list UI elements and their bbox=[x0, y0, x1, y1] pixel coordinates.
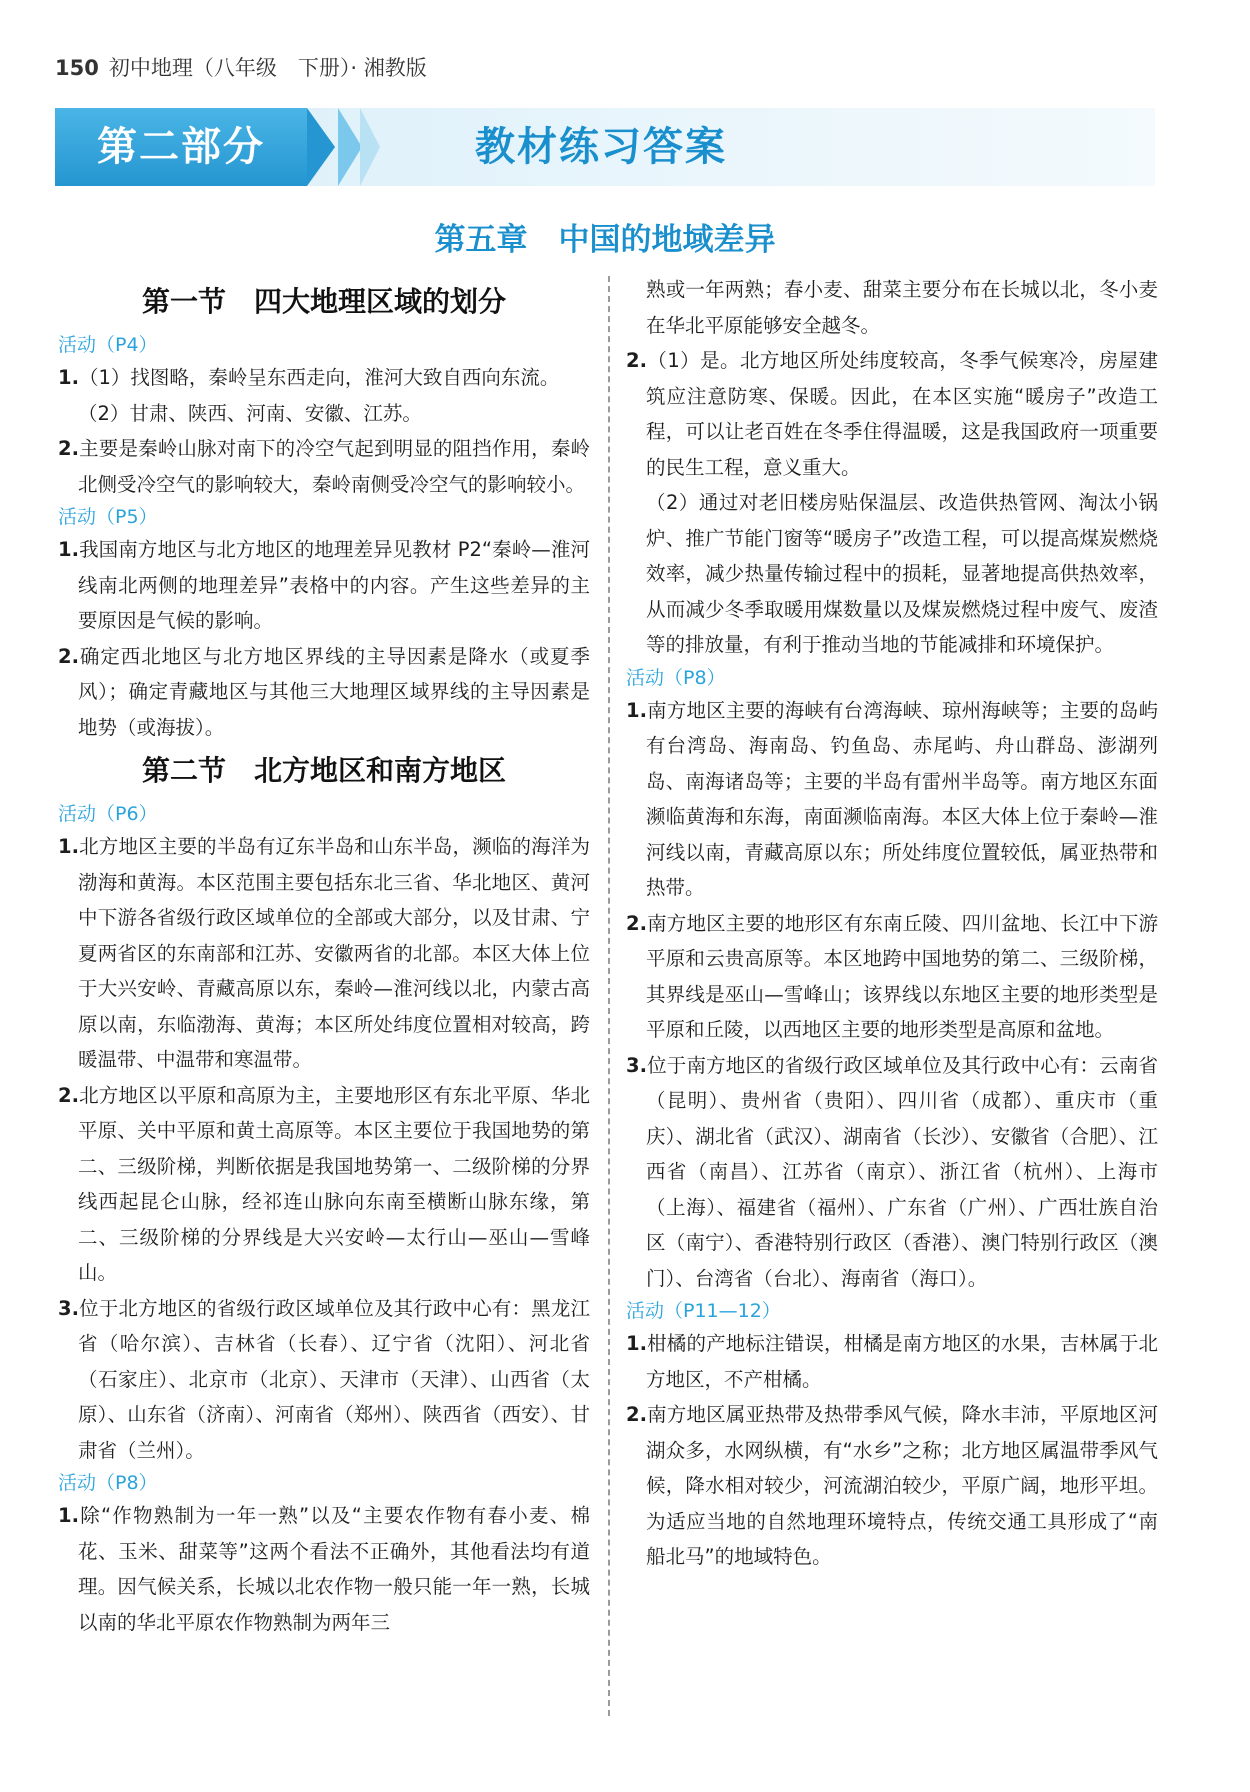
page-number: 150 bbox=[55, 56, 99, 80]
section-title: 第二节 北方地区和南方地区 bbox=[141, 754, 506, 787]
item-text: （1）找图略，秦岭呈东西走向，淮河大致自西向东流。 bbox=[78, 366, 560, 389]
item-number: 3. bbox=[626, 1053, 647, 1077]
chevron-icon bbox=[360, 108, 380, 186]
item-text: 位于南方地区的省级行政区域单位及其行政中心有：云南省（昆明）、贵州省（贵阳）、四川省（成都）、重庆市（重庆）、湖北省（武汉）、湖南省（长沙）、安徽省（合肥）、江西省（南昌）、江苏省（南京）、浙江省（杭州）、上海市（上海）、福建省（福州）、广东省（广州）、广西壮族自治区（南宁）、香港特别行政区（香港）、澳门特别行政区（澳门）、台湾省（台北）、海南省（海口）。 bbox=[646, 1053, 1158, 1290]
item-text: 除“作物熟制为一年一熟”以及“主要农作物有春小麦、棉花、玉米、甜菜等”这两个看法不正确外，其他看法均有道理。因气候关系，长城以北农作物一般只能一年一熟，长城以南的华北平原农作物熟制为两年三 bbox=[78, 1504, 590, 1634]
column-divider bbox=[608, 276, 610, 1716]
answer-item bbox=[626, 1326, 1158, 1397]
item-text: 位于北方地区的省级行政区域单位及其行政中心有：黑龙江省（哈尔滨）、吉林省（长春）、辽宁省（沈阳）、河北省（石家庄）、北京市（北京）、天津市（天津）、山西省（太原）、山东省（济南）、河南省（郑州）、陕西省（西安）、甘肃省（兰州）。 bbox=[78, 1296, 590, 1462]
activity-label: 活动（P8） bbox=[626, 666, 726, 689]
activity-label: 活动（P5） bbox=[58, 506, 158, 528]
item-number: 1. bbox=[58, 538, 79, 561]
item-number: 3. bbox=[58, 1296, 79, 1320]
item-number: 1. bbox=[58, 835, 79, 858]
answer-item bbox=[626, 343, 1158, 485]
item-number: 2. bbox=[58, 437, 79, 460]
left-column bbox=[58, 276, 590, 1640]
continued-text: 熟或一年两熟；春小麦、甜菜主要分布在长城以北，冬小麦在华北平原能够安全越冬。 bbox=[646, 278, 1158, 337]
chevron-icon bbox=[307, 108, 335, 186]
item-text: （1）是。北方地区所处纬度较高，冬季气候寒冷，房屋建筑应注意防寒、保暖。因此，在本区实施“暖房子”改造工程，可以让老百姓在冬季住得温暖，这是我国政府一项重要的民生工程，意义重大。 bbox=[646, 349, 1158, 479]
answer-item bbox=[58, 1078, 590, 1291]
banner-title: 教材练习答案 bbox=[475, 124, 727, 170]
activity-label: 活动（P11—12） bbox=[626, 1300, 781, 1322]
chevron-icon bbox=[338, 108, 362, 186]
item-text: 北方地区主要的半岛有辽东半岛和山东半岛，濒临的海洋为渤海和黄海。本区范围主要包括东北三省、华北地区、黄河中下游各省级行政区域单位的全部或大部分，以及甘肃、宁夏两省区的东南部和江苏、安徽两省的北部。本区大体上位于大兴安岭、青藏高原以东，秦岭—淮河线以北，内蒙古高原以南，东临渤海、黄海；本区所处纬度位置相对较高，跨暖温带、中温带和寒温带。 bbox=[78, 835, 590, 1071]
item-text: 我国南方地区与北方地区的地理差异见教材 P2“秦岭—淮河线南北两侧的地理差异”表格中的内容。产生这些差异的主要原因是气候的影响。 bbox=[78, 538, 590, 632]
item-number: 1. bbox=[58, 1504, 79, 1527]
activity-label: 活动（P4） bbox=[58, 334, 158, 356]
answer-item bbox=[58, 1498, 590, 1640]
book-title: 初中地理（八年级 下册）· 湘教版 bbox=[108, 56, 427, 80]
part-label: 第二部分 bbox=[55, 108, 307, 186]
item-number: 2. bbox=[626, 911, 647, 935]
answer-subitem: （2）通过对老旧楼房贴保温层、改造供热管网、淘汰小锅炉、推广节能门窗等“暖房子”改造工程，可以提高煤炭燃烧效率，减少热量传输过程中的损耗，显著地提高供热效率，从而减少冬季取暖用煤数量以及煤炭燃烧过程中废气、废渣等的排放量，有利于推动当地的节能减排和环境保护。 bbox=[646, 491, 1158, 656]
item-text: 南方地区属亚热带及热带季风气候，降水丰沛，平原地区河湖众多，水网纵横，有“水乡”之称；北方地区属温带季风气候，降水相对较少，河流湖泊较少，平原广阔，地形平坦。为适应当地的自然地理环境特点，传统交通工具形成了“南船北马”的地域特色。 bbox=[646, 1403, 1158, 1568]
answer-item bbox=[58, 639, 590, 746]
item-number: 2. bbox=[626, 349, 647, 372]
answer-item bbox=[626, 1048, 1158, 1297]
activity-label: 活动（P8） bbox=[58, 1472, 158, 1494]
item-number: 1. bbox=[626, 698, 647, 722]
answer-subitem: （2）甘肃、陕西、河南、安徽、江苏。 bbox=[78, 401, 422, 425]
answer-item bbox=[58, 1291, 590, 1469]
running-header bbox=[55, 52, 427, 82]
answer-item bbox=[58, 532, 590, 639]
answer-item bbox=[58, 360, 590, 396]
item-number: 2. bbox=[58, 644, 79, 668]
activity-label: 活动（P6） bbox=[58, 803, 158, 825]
answer-item bbox=[626, 693, 1158, 906]
item-number: 2. bbox=[58, 1083, 79, 1107]
item-text: 南方地区主要的海峡有台湾海峡、琼州海峡等；主要的岛屿有台湾岛、海南岛、钓鱼岛、赤尾屿、舟山群岛、澎湖列岛、南海诸岛等；主要的半岛有雷州半岛等。南方地区东面濒临黄海和东海，南面濒临南海。本区大体上位于秦岭—淮河线以南，青藏高原以东；所处纬度位置较低，属亚热带和热带。 bbox=[646, 698, 1158, 899]
chapter-title: 第五章 中国的地域差异 bbox=[434, 222, 776, 258]
item-text: 确定西北地区与北方地区界线的主导因素是降水（或夏季风）；确定青藏地区与其他三大地理区域界线的主导因素是地势（或海拔）。 bbox=[78, 644, 590, 739]
item-number: 1. bbox=[58, 366, 79, 389]
answer-item bbox=[58, 431, 590, 502]
item-number: 2. bbox=[626, 1403, 647, 1426]
item-text: 南方地区主要的地形区有东南丘陵、四川盆地、长江中下游平原和云贵高原等。本区地跨中国地势的第二、三级阶梯，其界线是巫山—雪峰山；该界线以东地区主要的地形类型是平原和丘陵，以西地区主要的地形类型是高原和盆地。 bbox=[646, 911, 1158, 1041]
answer-item bbox=[626, 906, 1158, 1048]
right-column bbox=[626, 272, 1158, 1575]
item-text: 北方地区以平原和高原为主，主要地形区有东北平原、华北平原、关中平原和黄土高原等。本区主要位于我国地势的第二、三级阶梯，判断依据是我国地势第一、二级阶梯的分界线西起昆仑山脉，经祁连山脉向东南至横断山脉东缘，第二、三级阶梯的分界线是大兴安岭—太行山—巫山—雪峰山。 bbox=[78, 1083, 590, 1284]
item-number: 1. bbox=[626, 1332, 647, 1355]
section-title: 第一节 四大地理区域的划分 bbox=[141, 285, 506, 318]
answer-item bbox=[58, 829, 590, 1078]
item-text: 主要是秦岭山脉对南下的冷空气起到明显的阻挡作用，秦岭北侧受冷空气的影响较大，秦岭南侧受冷空气的影响较小。 bbox=[78, 437, 590, 496]
part-banner bbox=[55, 108, 1155, 186]
answer-item bbox=[626, 1397, 1158, 1575]
item-text: 柑橘的产地标注错误，柑橘是南方地区的水果，吉林属于北方地区，不产柑橘。 bbox=[646, 1332, 1158, 1391]
